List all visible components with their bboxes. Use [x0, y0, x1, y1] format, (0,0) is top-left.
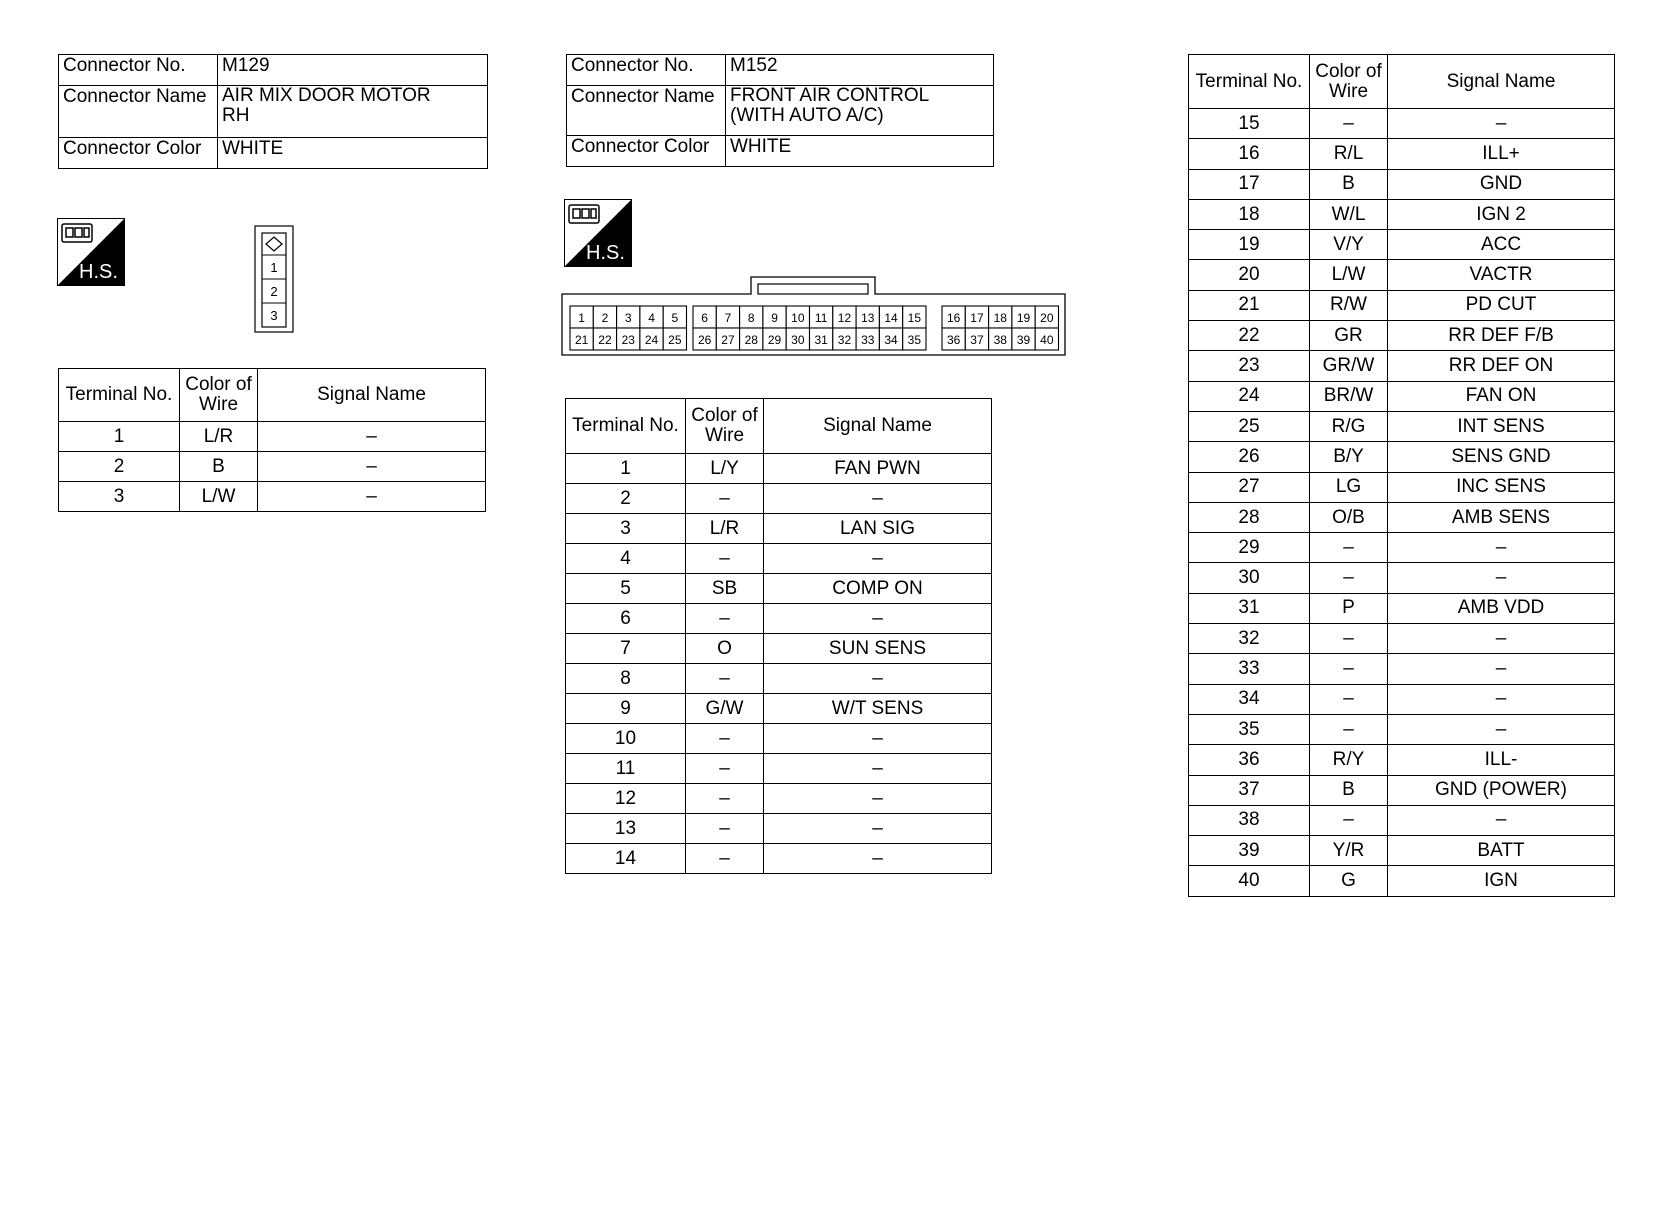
pin-number: 19	[1016, 311, 1031, 325]
wire-color-cell: –	[686, 844, 764, 874]
wire-color-cell: P	[1310, 593, 1388, 623]
wire-color-cell: –	[1310, 654, 1388, 684]
table-row	[566, 544, 992, 574]
table-row	[1189, 381, 1615, 411]
signal-name-cell: RR DEF F/B	[1388, 321, 1615, 351]
m152-terminal-rows-a	[566, 454, 992, 874]
terminal-no-cell: 38	[1189, 805, 1310, 835]
wire-color-cell: –	[1310, 533, 1388, 563]
wire-color-cell: GR	[1310, 321, 1388, 351]
terminal-no-cell: 2	[566, 484, 686, 514]
wire-color-cell: –	[686, 484, 764, 514]
m152-terminal-table-a	[565, 398, 992, 874]
table-row	[566, 664, 992, 694]
table-row	[1189, 472, 1615, 502]
table-row	[1189, 411, 1615, 441]
color-of-text: Color of	[691, 405, 758, 426]
color-of-text: Color of	[185, 374, 252, 395]
signal-name-cell: GND (POWER)	[1388, 775, 1615, 805]
signal-name-cell: W/T SENS	[764, 694, 992, 724]
wire-text: Wire	[704, 425, 745, 446]
signal-name-cell: FAN PWN	[764, 454, 992, 484]
table-row	[59, 482, 486, 512]
pin-1: 1	[270, 260, 278, 275]
pin-number: 18	[993, 311, 1007, 325]
wire-color-cell: –	[686, 724, 764, 754]
signal-name-cell: GND	[1388, 169, 1615, 199]
terminal-no-cell: 31	[1189, 593, 1310, 623]
table-row	[1189, 684, 1615, 714]
signal-name-cell: –	[764, 544, 992, 574]
wire-color-cell: L/R	[180, 422, 258, 452]
signal-name-cell: –	[764, 844, 992, 874]
signal-name-cell: AMB VDD	[1388, 593, 1615, 623]
signal-name-cell: –	[1388, 563, 1615, 593]
connector-name-line2: RH	[222, 105, 250, 126]
table-row	[566, 844, 992, 874]
table-row	[566, 604, 992, 634]
pin-number: 8	[747, 311, 755, 325]
wire-color-cell: B/Y	[1310, 442, 1388, 472]
terminal-no-cell: 28	[1189, 502, 1310, 532]
pin-number: 6	[701, 311, 708, 325]
pin-number: 40	[1040, 333, 1054, 347]
pin-3: 3	[270, 308, 278, 323]
table-row	[566, 694, 992, 724]
wire-color-cell: –	[1310, 624, 1388, 654]
terminal-no-cell: 11	[566, 754, 686, 784]
table-row	[59, 422, 486, 452]
wire-color-cell: LG	[1310, 472, 1388, 502]
wire-color-cell: –	[686, 754, 764, 784]
wire-color-cell: O/B	[1310, 502, 1388, 532]
wire-color-cell: –	[1310, 714, 1388, 744]
pin-number: 20	[1040, 311, 1054, 325]
signal-name-cell: BATT	[1388, 836, 1615, 866]
connector-name-line1: AIR MIX DOOR MOTOR	[222, 85, 431, 106]
wire-color-cell: –	[686, 544, 764, 574]
pin-number: 31	[814, 333, 828, 347]
connector-name-label: Connector Name	[567, 86, 726, 136]
pin-number: 37	[970, 333, 984, 347]
signal-name-cell: FAN ON	[1388, 381, 1615, 411]
signal-name-cell: VACTR	[1388, 260, 1615, 290]
pin-number: 32	[837, 333, 852, 347]
signal-name-cell: IGN 2	[1388, 199, 1615, 229]
wire-color-header	[180, 369, 258, 422]
connector-no-value: M129	[218, 55, 488, 86]
table-row	[1189, 624, 1615, 654]
pin-number: 28	[744, 333, 758, 347]
terminal-no-cell: 30	[1189, 563, 1310, 593]
terminal-no-cell: 5	[566, 574, 686, 604]
terminal-no-cell: 13	[566, 814, 686, 844]
pin-number: 12	[837, 311, 852, 325]
signal-name-cell: –	[258, 422, 486, 452]
signal-name-cell: ACC	[1388, 230, 1615, 260]
signal-name-cell: SUN SENS	[764, 634, 992, 664]
pin-number: 3	[624, 311, 632, 325]
terminal-no-cell: 3	[566, 514, 686, 544]
connector-no-value: M152	[726, 55, 994, 86]
terminal-no-cell: 24	[1189, 381, 1310, 411]
connector-name-line1: FRONT AIR CONTROL	[730, 85, 930, 106]
wire-color-cell: –	[686, 814, 764, 844]
signal-name-cell: IGN	[1388, 866, 1615, 896]
harness-side-icon	[564, 199, 632, 267]
table-row	[566, 574, 992, 604]
signal-name-cell: COMP ON	[764, 574, 992, 604]
connector-name-line2: (WITH AUTO A/C)	[730, 105, 884, 126]
pin-number: 5	[671, 311, 679, 325]
terminal-no-header: Terminal No.	[59, 369, 180, 422]
m129-connector-diagram	[254, 225, 294, 333]
terminal-no-cell: 14	[566, 844, 686, 874]
connector-color-value: WHITE	[218, 138, 488, 169]
wire-text: Wire	[198, 394, 239, 415]
signal-name-cell: –	[1388, 109, 1615, 139]
terminal-no-cell: 15	[1189, 109, 1310, 139]
wire-color-cell: R/Y	[1310, 745, 1388, 775]
terminal-no-cell: 39	[1189, 836, 1310, 866]
pin-number: 22	[598, 333, 612, 347]
table-row	[566, 634, 992, 664]
pin-number: 4	[648, 311, 655, 325]
signal-name-cell: –	[1388, 714, 1615, 744]
color-of-text: Color of	[1315, 60, 1382, 82]
harness-side-icon	[57, 218, 125, 286]
wire-color-cell: L/R	[686, 514, 764, 544]
wire-color-cell: O	[686, 634, 764, 664]
wire-color-cell: –	[1310, 563, 1388, 593]
pin-number: 26	[697, 333, 712, 347]
pin-number: 25	[668, 333, 682, 347]
signal-name-cell: AMB SENS	[1388, 502, 1615, 532]
pin-number: 16	[946, 311, 961, 325]
wire-color-cell: BR/W	[1310, 381, 1388, 411]
signal-name-cell: –	[764, 664, 992, 694]
table-row	[1189, 502, 1615, 532]
table-row	[1189, 533, 1615, 563]
table-row	[1189, 169, 1615, 199]
table-row	[1189, 109, 1615, 139]
wire-color-cell: R/L	[1310, 139, 1388, 169]
pin-number: 1	[578, 311, 585, 325]
pin-number: 23	[621, 333, 635, 347]
table-row	[1189, 745, 1615, 775]
pin-number: 35	[907, 333, 922, 347]
terminal-no-cell: 25	[1189, 411, 1310, 441]
wire-color-cell: W/L	[1310, 199, 1388, 229]
terminal-no-cell: 19	[1189, 230, 1310, 260]
connector-name-label: Connector Name	[59, 86, 218, 138]
table-row	[566, 484, 992, 514]
wire-color-cell: B	[180, 452, 258, 482]
terminal-no-cell: 29	[1189, 533, 1310, 563]
terminal-no-cell: 12	[566, 784, 686, 814]
pin-number: 2	[601, 311, 609, 325]
m152-terminal-table-b	[1188, 54, 1615, 897]
signal-name-cell: –	[1388, 624, 1615, 654]
connector-latch	[758, 284, 868, 294]
connector-color-value: WHITE	[726, 136, 994, 167]
terminal-no-cell: 4	[566, 544, 686, 574]
wire-color-cell: G	[1310, 866, 1388, 896]
wire-color-cell: V/Y	[1310, 230, 1388, 260]
table-row	[1189, 836, 1615, 866]
hs-label: H.S.	[586, 242, 625, 264]
terminal-no-cell: 40	[1189, 866, 1310, 896]
terminal-no-cell: 1	[59, 422, 180, 452]
signal-name-cell: –	[764, 724, 992, 754]
signal-name-cell: –	[258, 452, 486, 482]
signal-name-cell: PD CUT	[1388, 290, 1615, 320]
wire-text: Wire	[1328, 80, 1369, 102]
signal-name-cell: ILL-	[1388, 745, 1615, 775]
terminal-no-cell: 35	[1189, 714, 1310, 744]
terminal-no-cell: 32	[1189, 624, 1310, 654]
terminal-no-cell: 3	[59, 482, 180, 512]
table-row	[1189, 866, 1615, 896]
signal-name-cell: –	[1388, 654, 1615, 684]
pin-number: 10	[791, 311, 805, 325]
pin-number: 34	[884, 333, 898, 347]
pin-number: 14	[884, 311, 898, 325]
wire-color-cell: –	[1310, 684, 1388, 714]
terminal-no-cell: 36	[1189, 745, 1310, 775]
terminal-no-cell: 1	[566, 454, 686, 484]
wire-color-cell: R/G	[1310, 411, 1388, 441]
table-row	[566, 454, 992, 484]
table-row	[566, 754, 992, 784]
table-row	[1189, 290, 1615, 320]
terminal-no-cell: 6	[566, 604, 686, 634]
terminal-no-cell: 26	[1189, 442, 1310, 472]
pin-number: 15	[907, 311, 922, 325]
terminal-no-header: Terminal No.	[566, 399, 686, 454]
table-row	[59, 452, 486, 482]
pin-number: 24	[644, 333, 659, 347]
pin-2: 2	[270, 284, 278, 299]
terminal-no-cell: 18	[1189, 199, 1310, 229]
wire-color-cell: –	[1310, 805, 1388, 835]
connector-color-label: Connector Color	[59, 138, 218, 169]
terminal-no-header: Terminal No.	[1189, 55, 1310, 109]
signal-name-header: Signal Name	[1388, 55, 1615, 109]
signal-name-header: Signal Name	[258, 369, 486, 422]
signal-name-cell: –	[258, 482, 486, 512]
m129-terminal-table	[58, 368, 486, 512]
wire-color-cell: –	[686, 784, 764, 814]
table-row	[566, 724, 992, 754]
m152-terminal-rows-b	[1189, 109, 1615, 897]
m129-info-table	[58, 54, 488, 169]
terminal-no-cell: 34	[1189, 684, 1310, 714]
connector-no-label: Connector No.	[59, 55, 218, 86]
connector-color-label: Connector Color	[567, 136, 726, 167]
table-row	[1189, 442, 1615, 472]
table-row	[1189, 805, 1615, 835]
wire-color-cell: L/W	[1310, 260, 1388, 290]
terminal-no-cell: 33	[1189, 654, 1310, 684]
table-row	[1189, 775, 1615, 805]
signal-name-cell: SENS GND	[1388, 442, 1615, 472]
table-row	[1189, 563, 1615, 593]
wire-color-cell: GR/W	[1310, 351, 1388, 381]
terminal-no-cell: 21	[1189, 290, 1310, 320]
pin-number: 29	[767, 333, 782, 347]
wire-color-cell: L/Y	[686, 454, 764, 484]
wire-color-cell: –	[686, 604, 764, 634]
signal-name-cell: –	[764, 814, 992, 844]
signal-name-cell: –	[764, 784, 992, 814]
signal-name-cell: –	[1388, 533, 1615, 563]
terminal-no-cell: 17	[1189, 169, 1310, 199]
m129-terminal-rows	[59, 422, 486, 512]
pin-number: 17	[970, 311, 984, 325]
pin-number: 7	[724, 311, 732, 325]
terminal-no-cell: 23	[1189, 351, 1310, 381]
wire-color-header	[1310, 55, 1388, 109]
pin-number: 30	[791, 333, 805, 347]
signal-name-cell: –	[764, 604, 992, 634]
signal-name-cell: ILL+	[1388, 139, 1615, 169]
pin-number: 13	[861, 311, 875, 325]
connector-name-value	[218, 86, 488, 138]
table-row	[1189, 654, 1615, 684]
wire-color-cell: B	[1310, 775, 1388, 805]
wire-color-cell: L/W	[180, 482, 258, 512]
signal-name-cell: LAN SIG	[764, 514, 992, 544]
pin-number: 39	[1016, 333, 1031, 347]
hs-label: H.S.	[79, 261, 118, 283]
table-row	[1189, 260, 1615, 290]
wire-color-cell: –	[1310, 109, 1388, 139]
signal-name-cell: INC SENS	[1388, 472, 1615, 502]
terminal-no-cell: 10	[566, 724, 686, 754]
signal-name-header: Signal Name	[764, 399, 992, 454]
pin-number: 9	[771, 311, 778, 325]
terminal-no-cell: 22	[1189, 321, 1310, 351]
terminal-no-cell: 27	[1189, 472, 1310, 502]
table-row	[566, 784, 992, 814]
pin-number: 33	[861, 333, 875, 347]
connector-no-label: Connector No.	[567, 55, 726, 86]
terminal-no-cell: 20	[1189, 260, 1310, 290]
terminal-no-cell: 8	[566, 664, 686, 694]
wire-color-cell: B	[1310, 169, 1388, 199]
terminal-no-cell: 9	[566, 694, 686, 724]
pin-number: 11	[814, 311, 828, 325]
table-row	[1189, 230, 1615, 260]
signal-name-cell: –	[764, 484, 992, 514]
connector-name-value	[726, 86, 994, 136]
signal-name-cell: RR DEF ON	[1388, 351, 1615, 381]
m152-connector-diagram	[561, 276, 1066, 356]
table-row	[1189, 139, 1615, 169]
terminal-no-cell: 2	[59, 452, 180, 482]
pin-number: 21	[574, 333, 589, 347]
wire-color-header	[686, 399, 764, 454]
signal-name-cell: –	[1388, 684, 1615, 714]
m152-info-table	[566, 54, 994, 167]
table-row	[1189, 593, 1615, 623]
signal-name-cell: –	[764, 754, 992, 784]
terminal-no-cell: 16	[1189, 139, 1310, 169]
wire-color-cell: R/W	[1310, 290, 1388, 320]
wire-color-cell: SB	[686, 574, 764, 604]
table-row	[1189, 351, 1615, 381]
table-row	[566, 514, 992, 544]
pin-number: 38	[993, 333, 1007, 347]
table-row	[1189, 199, 1615, 229]
table-row	[566, 814, 992, 844]
table-row	[1189, 321, 1615, 351]
wire-color-cell: Y/R	[1310, 836, 1388, 866]
pin-number: 27	[721, 333, 735, 347]
terminal-no-cell: 7	[566, 634, 686, 664]
signal-name-cell: –	[1388, 805, 1615, 835]
wire-color-cell: G/W	[686, 694, 764, 724]
wire-color-cell: –	[686, 664, 764, 694]
signal-name-cell: INT SENS	[1388, 411, 1615, 441]
terminal-no-cell: 37	[1189, 775, 1310, 805]
table-row	[1189, 714, 1615, 744]
pin-number: 36	[946, 333, 961, 347]
